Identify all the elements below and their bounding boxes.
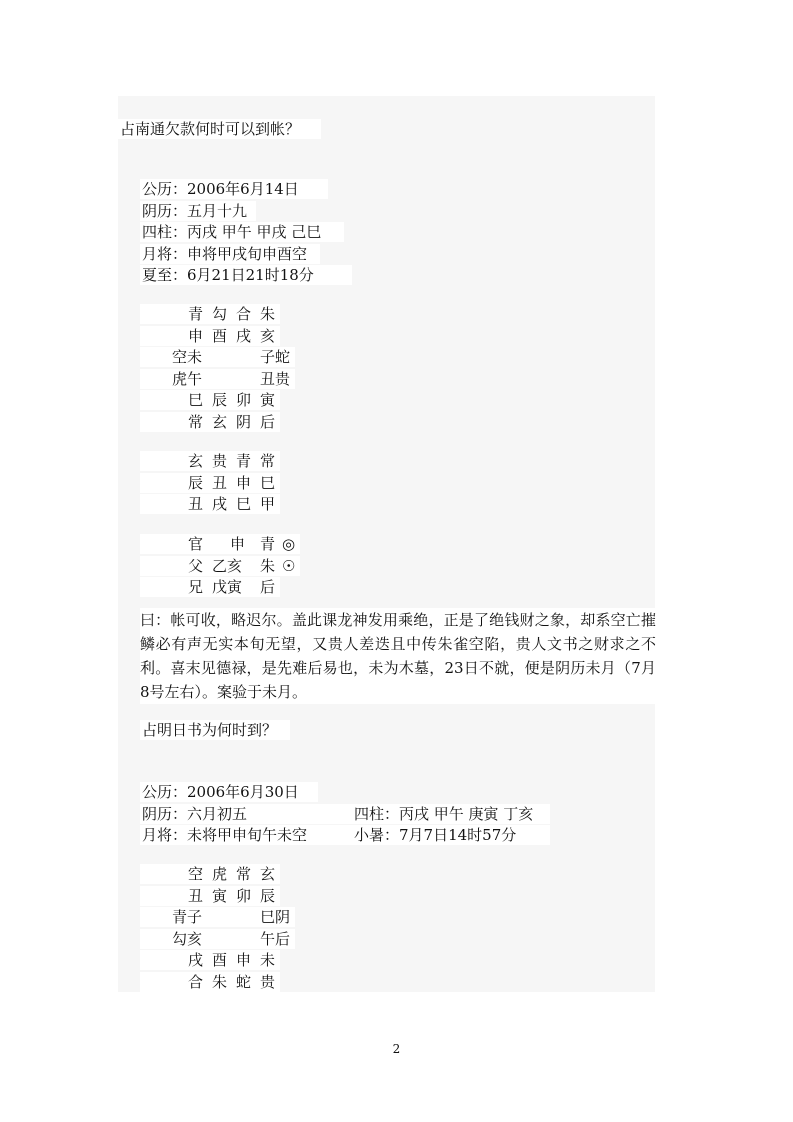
case1-sike-gods: 玄 贵 青 常 [188, 452, 276, 470]
case2-right-1: 巳阴 [260, 908, 291, 926]
case1-chuan-2-god: 朱 [260, 557, 276, 575]
case1-chuan-2-liuqin: 父 [188, 557, 204, 575]
case2-top-gods: 空 虎 常 玄 [188, 865, 276, 883]
case1-chuan-3-branch: 戊寅 [212, 578, 243, 596]
case1-title: 占南通欠款何时可以到帐？ [120, 120, 301, 138]
case2-left-1: 青子 [172, 908, 203, 926]
case1-lunar-date: 阴历：五月十九 [142, 202, 248, 220]
case2-title: 占明日书为何时到？ [142, 721, 278, 739]
case2-month-general: 月将：未将甲申旬午未空 [142, 826, 308, 844]
case1-solar-term: 夏至：6月21日21时18分 [142, 266, 314, 284]
case2-lunar-date: 阴历：六月初五 [142, 805, 248, 823]
case1-chuan-3-liuqin: 兄 [188, 578, 204, 596]
case1-right-2: 丑贵 [260, 370, 291, 388]
case1-left-2: 虎午 [172, 370, 203, 388]
case1-four-pillars: 四柱：丙戌 甲午 甲戌 己巳 [142, 223, 322, 241]
case2-bottom-gods: 合 朱 蛇 贵 [188, 973, 276, 991]
case1-solar-date: 公历：2006年6月14日 [142, 180, 299, 198]
case1-chuan-1-god: 青 [260, 535, 276, 553]
case1-chuan-3-god: 后 [260, 578, 276, 596]
case2-solar-term: 小暑：7月7日14时57分 [354, 826, 517, 844]
case1-chuan-1-mark: ◎ [282, 535, 296, 553]
case2-solar-date: 公历：2006年6月30日 [142, 783, 299, 801]
case1-month-general: 月将：申将甲戌旬申酉空 [142, 245, 308, 263]
case1-sike-lower: 丑 戌 巳 甲 [188, 495, 276, 513]
case2-top-branches: 丑 寅 卯 辰 [188, 887, 276, 905]
case1-chuan-2-mark: ☉ [282, 557, 296, 575]
case1-top-branches: 申 酉 戌 亥 [188, 327, 276, 345]
case1-chuan-1-branch: 申 [230, 535, 246, 553]
case1-right-1: 子蛇 [260, 348, 291, 366]
case1-chuan-2-branch: 乙亥 [212, 557, 243, 575]
case1-top-gods: 青 勾 合 朱 [188, 305, 276, 323]
case1-bottom-gods: 常 玄 阴 后 [188, 413, 276, 431]
case2-right-2: 午后 [260, 930, 291, 948]
case2-four-pillars: 四柱：丙戌 甲午 庚寅 丁亥 [354, 805, 534, 823]
case1-verdict: 曰：帐可收，略迟尔。盖此课龙神发用乘绝，正是了绝钱财之象，却系空亡摧鳞必有声无实本旬无望，又贵人差迭且中传朱雀空陷，贵人文书之财求之不利。喜末见德禄，是先难后易也，未为木墓，23日不就，便是阴历未月（7月8号左右）。案验于未月。 [140, 611, 656, 701]
case1-left-1: 空未 [172, 348, 203, 366]
case1-sike-upper: 辰 丑 申 巳 [188, 474, 276, 492]
case2-bottom-branches: 戌 酉 申 未 [188, 951, 276, 969]
case2-left-2: 勾亥 [172, 930, 203, 948]
case1-bottom-branches: 巳 辰 卯 寅 [188, 391, 276, 409]
case1-chuan-1-liuqin: 官 [188, 535, 204, 553]
page-number: 2 [392, 1042, 401, 1056]
